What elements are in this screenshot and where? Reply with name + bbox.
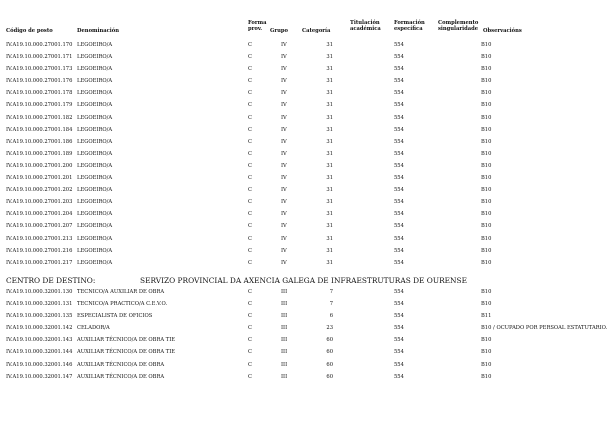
cell-formacion: 554 [394, 114, 404, 121]
cell-forma: C [248, 54, 252, 61]
table-row [6, 40, 610, 52]
header-complemento-line1: Complemento [438, 20, 479, 26]
cell-forma: C [248, 187, 252, 194]
cell-denominacion: LEGOEIRO/A [77, 247, 113, 254]
cell-observacions: B10 [481, 211, 492, 218]
cell-code: IV.A19.10.000.27001.216 [6, 247, 73, 254]
table-row [6, 173, 610, 185]
table-row [6, 246, 610, 258]
cell-observacions: B10 [481, 90, 492, 97]
table-row [6, 221, 610, 233]
header-formacion [394, 20, 425, 32]
table-row [6, 287, 610, 299]
cell-categoria: 31 [326, 162, 333, 169]
cell-denominacion: LEGOEIRO/A [77, 150, 113, 157]
cell-denominacion: LEGOEIRO/A [77, 42, 113, 48]
cell-code: IV.A19.10.000.27001.186 [6, 138, 73, 145]
table-row [6, 197, 610, 209]
cell-formacion: 554 [394, 361, 404, 368]
cell-grupo: IV [281, 102, 287, 109]
cell-formacion: 554 [394, 42, 404, 48]
cell-categoria: 31 [326, 211, 333, 218]
cell-categoria: 31 [326, 66, 333, 73]
cell-formacion: 554 [394, 211, 404, 218]
cell-formacion: 554 [394, 373, 404, 380]
cell-code: IV.A19.10.000.27001.217 [6, 259, 73, 266]
table-row [6, 299, 610, 311]
cell-denominacion: CELADOR/A [77, 325, 110, 332]
cell-categoria: 23 [326, 325, 333, 332]
cell-code: IV.A19.10.000.27001.171 [6, 54, 73, 61]
cell-categoria: 60 [326, 349, 333, 356]
table-row [6, 372, 610, 384]
cell-denominacion: LEGOEIRO/A [77, 162, 113, 169]
cell-grupo: IV [281, 138, 287, 145]
cell-denominacion: LEGOEIRO/A [77, 187, 113, 194]
table-row [6, 323, 610, 335]
cell-denominacion: LEGOEIRO/A [77, 90, 113, 97]
cell-formacion: 554 [394, 187, 404, 194]
cell-observacions: B10 [481, 199, 492, 206]
header-titulacion [350, 20, 381, 32]
cell-code: IV.A19.10.000.27001.176 [6, 78, 73, 85]
cell-formacion: 554 [394, 54, 404, 61]
cell-code: IV.A19.10.000.27001.201 [6, 175, 73, 182]
cell-formacion: 554 [394, 235, 404, 242]
cell-code: IV.A19.10.000.27001.200 [6, 162, 73, 169]
header-observacions: Observacións [483, 28, 522, 34]
header-forma-line1: Forma [248, 20, 267, 26]
cell-grupo: III [281, 349, 288, 356]
cell-forma: C [248, 301, 252, 308]
cell-categoria: 60 [326, 337, 333, 344]
cell-denominacion: LEGOEIRO/A [77, 259, 113, 266]
cell-formacion: 554 [394, 313, 404, 320]
cell-forma: C [248, 90, 252, 97]
cell-code: IV.A19.10.000.27001.184 [6, 126, 73, 133]
cell-formacion: 554 [394, 301, 404, 308]
cell-code: IV.A19.10.000.27001.170 [6, 42, 73, 48]
cell-formacion: 554 [394, 175, 404, 182]
cell-observacions: B10 / OCUPADO POR PERSOAL ESTATUTARIO. [481, 325, 608, 332]
section-label: CENTRO DE DESTINO: [6, 276, 96, 285]
cell-denominacion: LEGOEIRO/A [77, 223, 113, 230]
cell-grupo: IV [281, 175, 287, 182]
table-row [6, 311, 610, 323]
cell-forma: C [248, 175, 252, 182]
cell-observacions: B10 [481, 235, 492, 242]
cell-observacions: B10 [481, 150, 492, 157]
cell-grupo: IV [281, 66, 287, 73]
cell-formacion: 554 [394, 247, 404, 254]
cell-categoria: 31 [326, 54, 333, 61]
cell-observacions: B10 [481, 259, 492, 266]
cell-denominacion: LEGOEIRO/A [77, 54, 113, 61]
cell-categoria: 31 [326, 114, 333, 121]
table-row [6, 335, 610, 347]
cell-grupo: IV [281, 54, 287, 61]
cell-grupo: IV [281, 187, 287, 194]
cell-categoria: 31 [326, 90, 333, 97]
cell-forma: C [248, 211, 252, 218]
cell-code: IV.A19.10.000.32001.131 [6, 301, 73, 308]
cell-forma: C [248, 373, 252, 380]
cell-categoria: 60 [326, 373, 333, 380]
table-row [6, 125, 610, 137]
cell-forma: C [248, 313, 252, 320]
cell-code: IV.A19.10.000.27001.203 [6, 199, 73, 206]
cell-observacions: B10 [481, 162, 492, 169]
section-name: SERVIZO PROVINCIAL DA AXENCIA GALEGA DE INFRAESTRUTURAS DE OURENSE [140, 276, 467, 285]
cell-denominacion: AUXILIAR TÉCNICO/A DE OBRA TIE [77, 337, 176, 344]
cell-observacions: B10 [481, 289, 492, 295]
cell-observacions: B10 [481, 361, 492, 368]
cell-denominacion: LEGOEIRO/A [77, 102, 113, 109]
cell-forma: C [248, 259, 252, 266]
cell-observacions: B10 [481, 78, 492, 85]
cell-categoria: 7 [329, 301, 333, 308]
cell-observacions: B10 [481, 126, 492, 133]
cell-forma: C [248, 349, 252, 356]
cell-formacion: 554 [394, 325, 404, 332]
cell-grupo: IV [281, 211, 287, 218]
cell-formacion: 554 [394, 199, 404, 206]
cell-grupo: III [281, 313, 288, 320]
cell-code: IV.A19.10.000.27001.173 [6, 66, 73, 73]
table-row [6, 113, 610, 125]
cell-denominacion: LEGOEIRO/A [77, 126, 113, 133]
cell-forma: C [248, 150, 252, 157]
cell-forma: C [248, 78, 252, 85]
cell-categoria: 31 [326, 102, 333, 109]
cell-denominacion: LEGOEIRO/A [77, 114, 113, 121]
cell-code: IV.A19.10.000.27001.207 [6, 223, 73, 230]
cell-forma: C [248, 337, 252, 344]
cell-categoria: 60 [326, 361, 333, 368]
cell-observacions: B10 [481, 54, 492, 61]
table-row [6, 161, 610, 173]
cell-formacion: 554 [394, 90, 404, 97]
cell-observacions: B10 [481, 373, 492, 380]
cell-denominacion: TECNICO/A PRACTICO/A C.E.V.O. [77, 301, 168, 308]
cell-categoria: 31 [326, 150, 333, 157]
table-row [6, 149, 610, 161]
cell-grupo: III [281, 361, 288, 368]
table-row [6, 360, 610, 372]
cell-code: IV.A19.10.000.27001.182 [6, 114, 73, 121]
cell-formacion: 554 [394, 349, 404, 356]
cell-forma: C [248, 247, 252, 254]
cell-observacions: B10 [481, 223, 492, 230]
cell-code: IV.A19.10.000.32001.130 [6, 289, 73, 295]
cell-observacions: B10 [481, 301, 492, 308]
cell-categoria: 31 [326, 78, 333, 85]
cell-grupo: IV [281, 114, 287, 121]
cell-forma: C [248, 223, 252, 230]
header-formacion-line1: Formación [394, 20, 425, 26]
cell-code: IV.A19.10.000.27001.189 [6, 150, 73, 157]
cell-grupo: IV [281, 247, 287, 254]
table-top [6, 40, 610, 270]
cell-code: IV.A19.10.000.32001.135 [6, 313, 73, 320]
cell-formacion: 554 [394, 337, 404, 344]
cell-grupo: IV [281, 150, 287, 157]
cell-formacion: 554 [394, 102, 404, 109]
cell-code: IV.A19.10.000.27001.178 [6, 90, 73, 97]
cell-categoria: 31 [326, 199, 333, 206]
header-formacion-line2: específica [394, 26, 423, 32]
cell-forma: C [248, 66, 252, 73]
cell-code: IV.A19.10.000.27001.179 [6, 102, 73, 109]
cell-denominacion: LEGOEIRO/A [77, 66, 113, 73]
cell-forma: C [248, 138, 252, 145]
table-row [6, 52, 610, 64]
cell-categoria: 31 [326, 259, 333, 266]
cell-formacion: 554 [394, 289, 404, 295]
cell-forma: C [248, 42, 252, 48]
cell-categoria: 31 [326, 42, 333, 48]
cell-formacion: 554 [394, 78, 404, 85]
cell-forma: C [248, 361, 252, 368]
cell-observacions: B10 [481, 187, 492, 194]
cell-observacions: B10 [481, 66, 492, 73]
header-complemento-line2: singularidade [438, 26, 479, 32]
header-titulacion-line2: académica [350, 26, 381, 32]
cell-code: IV.A19.10.000.32001.147 [6, 373, 73, 380]
cell-forma: C [248, 162, 252, 169]
table-row [6, 137, 610, 149]
cell-observacions: B10 [481, 337, 492, 344]
table-row [6, 64, 610, 76]
cell-grupo: III [281, 301, 288, 308]
cell-code: IV.A19.10.000.32001.142 [6, 325, 73, 332]
cell-grupo: IV [281, 126, 287, 133]
cell-categoria: 31 [326, 247, 333, 254]
cell-code: IV.A19.10.000.32001.144 [6, 349, 73, 356]
table-bottom [6, 287, 610, 384]
table-row [6, 347, 610, 359]
cell-observacions: B10 [481, 247, 492, 254]
cell-formacion: 554 [394, 126, 404, 133]
header-codigo: Código de posto [6, 28, 53, 34]
cell-denominacion: LEGOEIRO/A [77, 138, 113, 145]
cell-denominacion: AUXILIAR TÉCNICO/A DE OBRA TIE [77, 349, 176, 356]
cell-categoria: 31 [326, 175, 333, 182]
cell-formacion: 554 [394, 259, 404, 266]
cell-grupo: IV [281, 162, 287, 169]
cell-formacion: 554 [394, 223, 404, 230]
cell-code: IV.A19.10.000.27001.202 [6, 187, 73, 194]
cell-code: IV.A19.10.000.32001.146 [6, 361, 73, 368]
cell-forma: C [248, 126, 252, 133]
cell-denominacion: AUXILIAR TÉCNICO/A DE OBRA [77, 373, 165, 380]
header-denominacion: Denominación [77, 28, 119, 34]
header-forma [248, 20, 266, 32]
header-titulacion-line1: Titulación [350, 20, 380, 26]
cell-grupo: III [281, 289, 288, 295]
cell-denominacion: LEGOEIRO/A [77, 175, 113, 182]
cell-grupo: III [281, 373, 288, 380]
cell-grupo: IV [281, 235, 287, 242]
cell-denominacion: TECNICO/A AUXILIAR DE OBRA [77, 289, 165, 295]
cell-denominacion: LEGOEIRO/A [77, 78, 113, 85]
cell-denominacion: LEGOEIRO/A [77, 199, 113, 206]
cell-categoria: 6 [329, 313, 333, 320]
cell-grupo: IV [281, 78, 287, 85]
cell-grupo: IV [281, 223, 287, 230]
cell-categoria: 7 [329, 289, 333, 295]
cell-grupo: III [281, 337, 288, 344]
cell-denominacion: AUXILIAR TÉCNICO/A DE OBRA [77, 361, 165, 368]
cell-categoria: 31 [326, 187, 333, 194]
cell-formacion: 554 [394, 150, 404, 157]
cell-observacions: B10 [481, 102, 492, 109]
cell-grupo: IV [281, 42, 287, 48]
cell-forma: C [248, 102, 252, 109]
cell-forma: C [248, 199, 252, 206]
cell-formacion: 554 [394, 162, 404, 169]
cell-formacion: 554 [394, 66, 404, 73]
cell-denominacion: LEGOEIRO/A [77, 211, 113, 218]
table-row [6, 258, 610, 270]
cell-denominacion: LEGOEIRO/A [77, 235, 113, 242]
table-row [6, 209, 610, 221]
cell-forma: C [248, 289, 252, 295]
cell-categoria: 31 [326, 126, 333, 133]
header-complemento [438, 20, 478, 32]
cell-categoria: 31 [326, 235, 333, 242]
table-row [6, 234, 610, 246]
cell-observacions: B10 [481, 349, 492, 356]
table-row [6, 88, 610, 100]
cell-denominacion: ESPECIALISTA DE OFICIOS [77, 313, 153, 320]
cell-observacions: B10 [481, 42, 492, 48]
cell-categoria: 31 [326, 223, 333, 230]
header-forma-line2: prov. [248, 26, 263, 32]
cell-observacions: B11 [481, 313, 492, 320]
cell-categoria: 31 [326, 138, 333, 145]
header-categoria: Categoría [302, 28, 331, 34]
cell-code: IV.A19.10.000.32001.143 [6, 337, 73, 344]
cell-observacions: B10 [481, 175, 492, 182]
cell-grupo: IV [281, 259, 287, 266]
cell-forma: C [248, 235, 252, 242]
cell-grupo: IV [281, 199, 287, 206]
cell-grupo: IV [281, 90, 287, 97]
cell-code: IV.A19.10.000.27001.204 [6, 211, 73, 218]
cell-formacion: 554 [394, 138, 404, 145]
cell-grupo: III [281, 325, 288, 332]
cell-observacions: B10 [481, 138, 492, 145]
cell-forma: C [248, 325, 252, 332]
header-grupo: Grupo [270, 28, 289, 34]
table-row [6, 185, 610, 197]
table-row [6, 76, 610, 88]
table-row [6, 100, 610, 112]
cell-observacions: B10 [481, 114, 492, 121]
cell-code: IV.A19.10.000.27001.213 [6, 235, 73, 242]
cell-forma: C [248, 114, 252, 121]
